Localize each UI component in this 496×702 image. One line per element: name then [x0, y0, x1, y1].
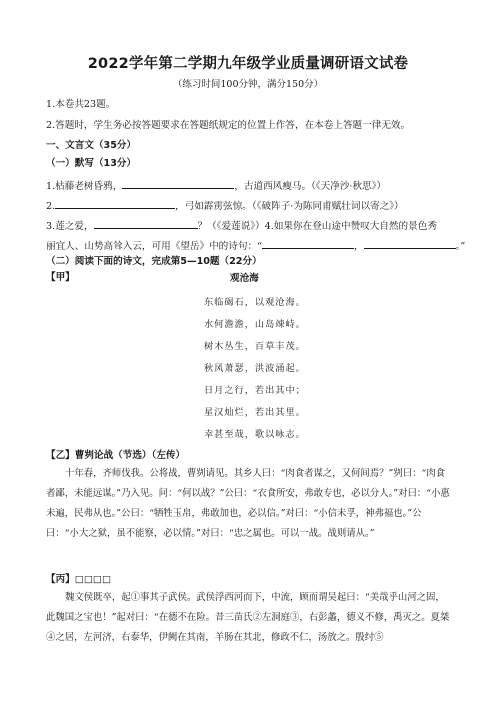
- answer-blank: [364, 238, 456, 249]
- question-4-line-2: [46, 238, 465, 253]
- subsection-reading-heading: （二）阅读下面的诗文，完成第5—10题（22分）: [46, 256, 262, 267]
- question-4-prefix: 丽宜人、山势高耸入云，可用《望岳》中的诗句：“: [46, 241, 262, 252]
- passage-bing-tag: 【丙】□□□□: [46, 574, 112, 585]
- answer-blank: [262, 238, 354, 249]
- passage-yi-tag: 【乙】曹刿论战（节选）（左传）: [46, 450, 186, 461]
- question-1: [46, 178, 386, 193]
- question-1-prefix: 1.枯藤老树昏鸦，: [46, 181, 123, 192]
- question-1-suffix: ，古道西风瘦马。（《天净沙·秋思》）: [234, 181, 387, 192]
- passage-bing-text: 魏文侯既卒，起①事其子武侯。武侯浮西河而下，中流，顾而谓吴起曰：“美哉乎山河之固，此魏国之宝也！”起对曰：“在德不在险。昔三苗氏②左洞庭③，右彭蠡，德义不修，禹灭之。夏桀④之居，左河济，右泰华，伊阙在其南，羊肠在其北，修政不仁，汤放之。殷纣⑤: [46, 592, 450, 643]
- poem-line: 东临碣石，以观沧海。: [204, 297, 306, 308]
- poem-title: 观沧海: [230, 273, 259, 284]
- poem-line: 日月之行，若出其中；: [204, 385, 306, 396]
- question-2-suffix: ，弓如霹雳弦惊。（《破阵子·为陈同甫赋壮词以寄之》）: [175, 201, 404, 212]
- poem-line: 幸甚至哉，歌以咏志。: [204, 429, 306, 440]
- answer-blank: [122, 178, 234, 189]
- question-3: [46, 218, 437, 233]
- question-3-prefix: 3.莲之爱，: [46, 221, 94, 232]
- poem-line: 秋风萧瑟，洪波涌起。: [204, 363, 306, 374]
- poem-line: 水何澹澹，山岛竦峙。: [204, 319, 306, 330]
- question-4-end: 。”: [455, 241, 466, 252]
- note-1: 1.本卷共23题。: [46, 99, 116, 110]
- question-2: [46, 198, 404, 213]
- note-2: 2.答题时，学生务必按答题要求在答题纸规定的位置上作答，在本卷上答题一律无效。: [46, 120, 411, 131]
- poem-line: 树木丛生，百草丰茂。: [204, 341, 306, 352]
- exam-title: 2022学年第二学期九年级学业质量调研语文试卷: [87, 56, 409, 72]
- exam-subtitle: （练习时间100分钟，满分150分）: [172, 79, 324, 90]
- passage-jia-tag: 【甲】: [46, 272, 75, 283]
- question-3-suffix: ？（《爱莲说》）4.如果你在登山途中赞叹大自然的景色秀: [197, 221, 437, 232]
- subsection-dictation-heading: （一）默写（13分）: [46, 158, 137, 169]
- passage-yi-text: 十年春，齐师伐我。公将战，曹刿请见。其乡人曰：“肉食者谋之，又何间焉？”刿曰：“肉食者鄙，未能远谋。”乃入见。问：“何以战？”公曰：“衣食所安，弗敢专也，必以分人。”对曰：“小惠未遍，民弗从也。”公曰：“牺牲玉帛，弗敢加也，必以信。”对曰：“小信未孚，神弗福也。”公曰：“小大之狱，虽不能察，必以情。”对曰：“忠之属也。可以一战。战则请从。”: [46, 468, 450, 539]
- question-4-comma: ，: [353, 241, 364, 252]
- answer-blank: [94, 218, 198, 229]
- poem-line: 星汉灿烂，若出其里。: [204, 407, 306, 418]
- question-2-prefix: 2.: [46, 201, 56, 212]
- section-1-heading: 一、文言文（35分）: [46, 140, 137, 151]
- answer-blank: [55, 198, 175, 209]
